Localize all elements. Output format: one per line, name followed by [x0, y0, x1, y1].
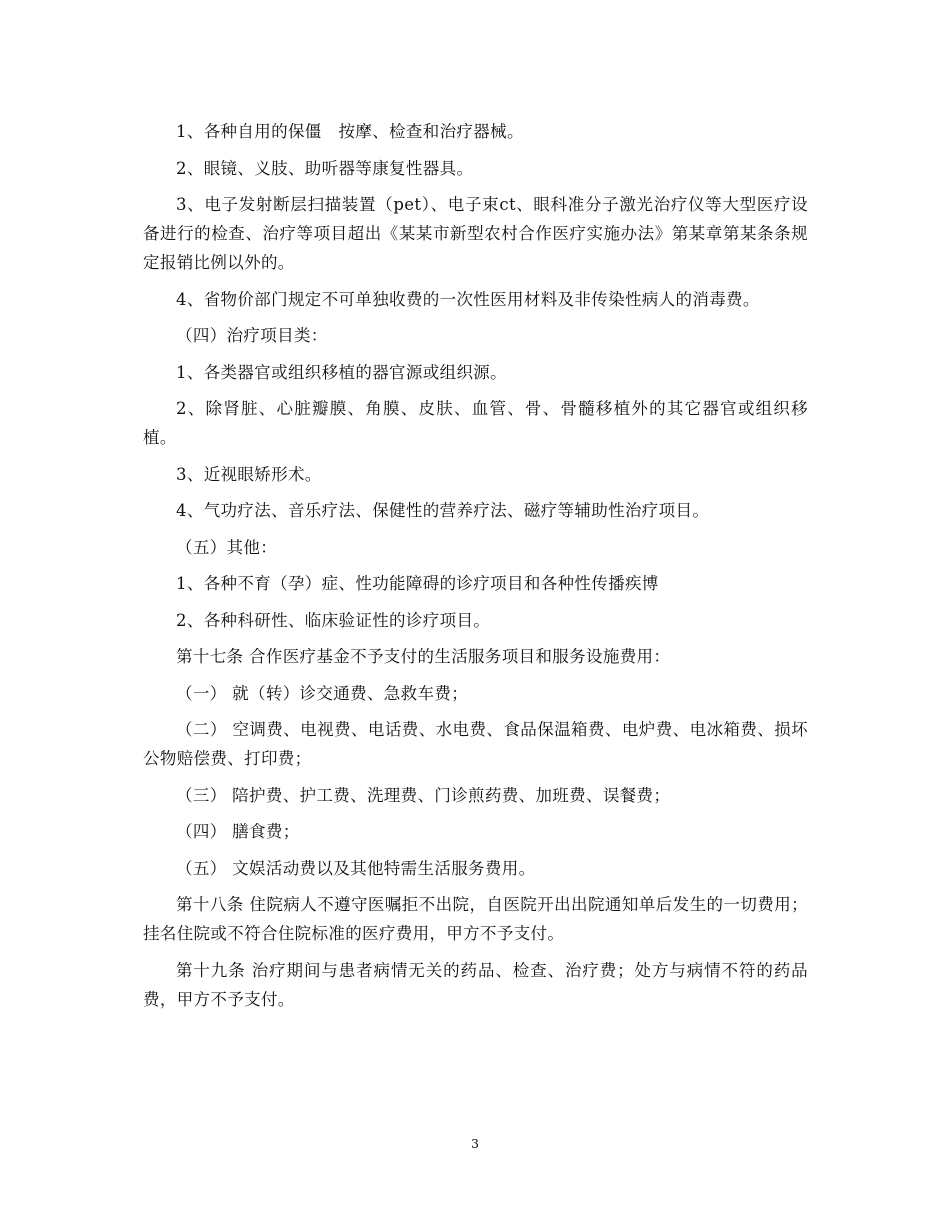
section-heading-other: （五）其他： — [176, 537, 278, 557]
article-17-item-1: （一） 就（转）诊交通费、急救车费； — [176, 683, 469, 703]
paragraph-6: 1、各类器官或组织移植的器官源或组织源。 — [176, 362, 507, 382]
article-19: 第十九条 治疗期间与患者病情无关的药品、检查、治疗费；处方与病情不符的药品费，甲方不予支付。 — [143, 960, 808, 1009]
page-number: 3 — [471, 1136, 479, 1151]
document-body — [143, 117, 808, 1014]
paragraph-12: 2、各种科研性、临床验证性的诊疗项目。 — [176, 610, 491, 630]
paragraph-1: 1、各种自用的保僵 按摩、检查和治疗器械。 — [176, 122, 524, 141]
article-18: 第十八条 住院病人不遵守医嘱拒不出院，自医院开出出院通知单后发生的一切费用；挂名住院或不符合住院标准的医疗费用，甲方不予支付。 — [143, 895, 808, 943]
article-17-item-2: （二） 空调费、电视费、电话费、水电费、食品保温箱费、电炉费、电冰箱费、损坏公物赔偿费、打印费； — [143, 720, 808, 768]
paragraph-7: 2、除肾脏、心脏瓣膜、角膜、皮肤、血管、骨、骨髓移植外的其它器官或组织移植。 — [143, 399, 808, 447]
article-17-item-5: （五） 文娱活动费以及其他特需生活服务费用。 — [176, 858, 536, 878]
paragraph-3: 3、电子发射断层扫描装置（pet）、电子束ct、眼科准分子激光治疗仪等大型医疗设备进行的检查、治疗等项目超出《某某市新型农村合作医疗实施办法》第某章第某条条规定报销比例以外的。 — [143, 195, 808, 272]
article-17-item-4: （四） 膳食费； — [176, 822, 300, 841]
article-17-item-3: （三） 陪护费、护工费、洗理费、门诊煎药费、加班费、误餐费； — [176, 785, 671, 805]
paragraph-4: 4、省物价部门规定不可单独收费的一次性医用材料及非传染性病人的消毒费。 — [176, 289, 760, 309]
paragraph-11: 1、各种不育（孕）症、性功能障碍的诊疗项目和各种性传播疾博 — [176, 574, 659, 593]
paragraph-2: 2、眼镜、义肢、助听器等康复性器具。 — [176, 158, 474, 178]
paragraph-8: 3、近视眼矫形术。 — [176, 464, 322, 484]
section-heading-treatment-items: （四）治疗项目类： — [176, 326, 328, 345]
paragraph-9: 4、气功疗法、音乐疗法、保健性的营养疗法、磁疗等辅助性治疗项目。 — [176, 501, 710, 520]
article-17: 第十七条 合作医疗基金不予支付的生活服务项目和服务设施费用： — [176, 647, 671, 666]
